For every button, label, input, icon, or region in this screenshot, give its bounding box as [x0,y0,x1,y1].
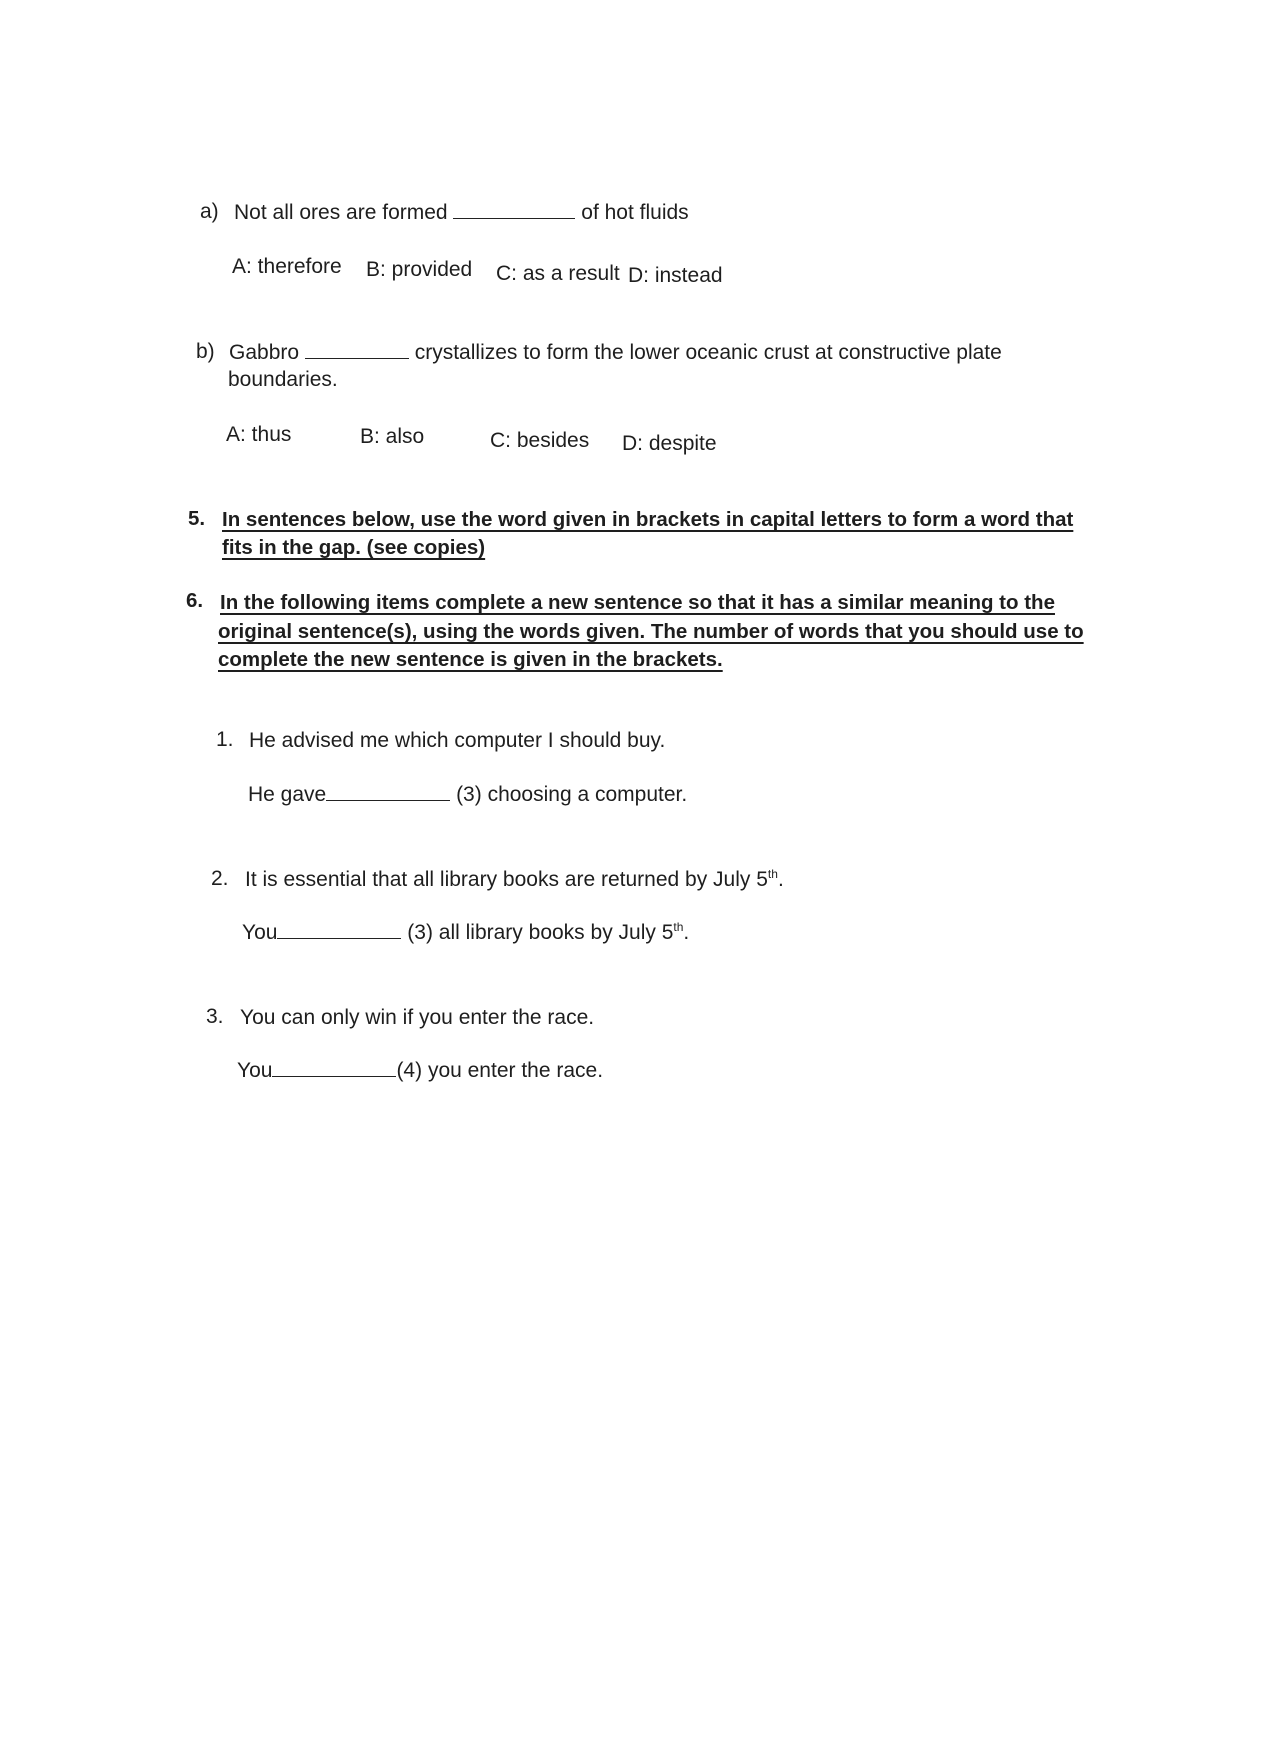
section-6-instruction-line2: original sentence(s), using the words given. The number of words that you should use to [218,620,1084,643]
answer-blank[interactable] [326,786,450,801]
item-2-count-sup: th [673,920,684,934]
item-2-rewrite [242,920,689,946]
option-b-1: A: thus [226,423,292,446]
item-1-start: He gave [248,783,327,806]
item-2-count: (3) all library books by July 5 [407,921,674,944]
option-a-4: D: instead [628,264,723,287]
item-2-original-text: It is essential that all library books are returned by July 5 [245,868,768,891]
item-1-number: 1. [216,728,234,751]
option-b-2: B: also [360,425,425,448]
item-3-original: You can only win if you enter the race. [240,1006,595,1029]
question-b-line2: boundaries. [228,368,338,391]
option-b-4: D: despite [622,432,717,455]
item-2-start: You [242,921,278,944]
item-3-number: 3. [206,1005,224,1028]
item-1-rewrite [248,782,687,808]
question-b-after: crystallizes to form the lower oceanic crust at constructive plate [414,341,1002,364]
question-a-before: Not all ores are formed [234,201,448,224]
item-3-count: (4) you enter the race. [396,1059,604,1082]
question-a-text [234,200,689,226]
answer-blank[interactable] [453,204,575,219]
item-1-original: He advised me which computer I should buy. [249,729,666,752]
option-a-2: B: provided [366,258,473,281]
section-6-instruction-line1: In the following items complete a new sentence so that it has a similar meaning to the [220,591,1055,614]
option-b-3: C: besides [490,429,590,452]
answer-blank[interactable] [305,344,409,359]
question-a-label: a) [200,200,219,223]
section-5-number: 5. [188,507,206,530]
section-6-instruction-line3: complete the new sentence is given in the brackets. [218,648,723,671]
item-3-rewrite [237,1058,603,1084]
answer-blank[interactable] [272,1062,396,1077]
option-a-1: A: therefore [232,255,342,278]
question-a-after: of hot fluids [581,201,689,224]
question-b-label: b) [196,340,215,363]
section-5-instruction-line1: In sentences below, use the word given in brackets in capital letters to form a word that [222,508,1074,531]
item-3-start: You [237,1059,273,1082]
item-1-count: (3) choosing a computer. [456,783,688,806]
section-6-number: 6. [186,589,204,612]
item-2-original-sup: th [767,867,778,881]
item-2-original-end: . [777,868,784,891]
option-a-3: C: as a result [496,262,620,285]
answer-blank[interactable] [277,924,401,939]
question-b-before: Gabbro [229,341,300,364]
item-2-number: 2. [211,867,229,890]
question-b-text [229,340,1002,366]
item-2-count-end: . [683,921,690,944]
item-2-original [245,867,784,893]
section-5-instruction-line2: fits in the gap. (see copies) [222,536,486,559]
